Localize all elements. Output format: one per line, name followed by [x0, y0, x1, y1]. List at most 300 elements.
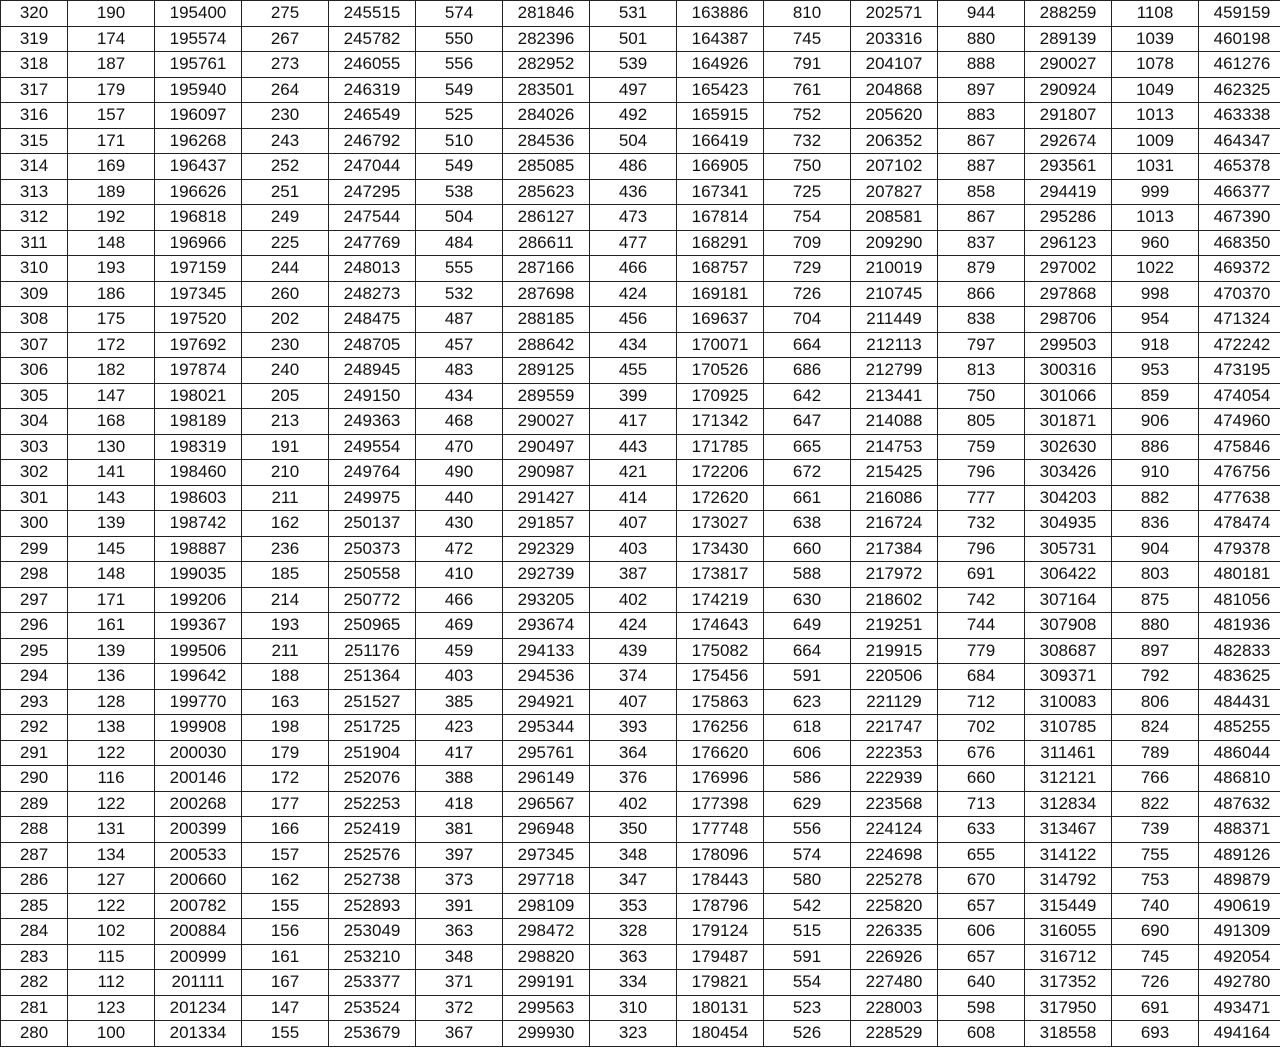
score-cell: 302 — [1, 460, 68, 486]
table-cell: 249975 — [329, 485, 416, 511]
table-cell: 253210 — [329, 944, 416, 970]
table-cell: 128 — [68, 689, 155, 715]
table-cell: 1013 — [1112, 103, 1199, 129]
table-cell: 253524 — [329, 995, 416, 1021]
table-cell: 148 — [68, 230, 155, 256]
table-cell: 886 — [1112, 434, 1199, 460]
score-cell: 294 — [1, 664, 68, 690]
table-cell: 310 — [590, 995, 677, 1021]
table-cell: 623 — [764, 689, 851, 715]
table-cell: 196268 — [155, 128, 242, 154]
table-cell: 199367 — [155, 613, 242, 639]
table-cell: 204868 — [851, 77, 938, 103]
table-cell: 294419 — [1025, 179, 1112, 205]
table-row — [1, 562, 1280, 588]
table-cell: 897 — [1112, 638, 1199, 664]
table-cell: 250772 — [329, 587, 416, 613]
table-cell: 334 — [590, 970, 677, 996]
table-cell: 197692 — [155, 332, 242, 358]
table-cell: 171 — [68, 587, 155, 613]
table-cell: 455 — [590, 358, 677, 384]
table-cell: 171 — [68, 128, 155, 154]
table-cell: 466 — [416, 587, 503, 613]
table-row — [1, 409, 1280, 435]
table-cell: 805 — [938, 409, 1025, 435]
table-cell: 486810 — [1199, 766, 1280, 792]
table-cell: 228529 — [851, 1021, 938, 1047]
table-cell: 209290 — [851, 230, 938, 256]
table-cell: 810 — [764, 1, 851, 27]
table-cell: 488371 — [1199, 817, 1280, 843]
table-cell: 803 — [1112, 562, 1199, 588]
table-cell: 248705 — [329, 332, 416, 358]
table-cell: 766 — [1112, 766, 1199, 792]
table-cell: 248273 — [329, 281, 416, 307]
table-cell: 191 — [242, 434, 329, 460]
score-cell: 289 — [1, 791, 68, 817]
table-cell: 189 — [68, 179, 155, 205]
table-cell: 131 — [68, 817, 155, 843]
table-cell: 407 — [590, 511, 677, 537]
table-cell: 348 — [416, 944, 503, 970]
table-cell: 655 — [938, 842, 1025, 868]
score-cell: 280 — [1, 1021, 68, 1047]
table-cell: 214088 — [851, 409, 938, 435]
table-cell: 305731 — [1025, 536, 1112, 562]
table-cell: 246792 — [329, 128, 416, 154]
table-cell: 461276 — [1199, 52, 1280, 78]
table-cell: 402 — [590, 791, 677, 817]
score-cell: 298 — [1, 562, 68, 588]
table-cell: 713 — [938, 791, 1025, 817]
table-cell: 424 — [590, 281, 677, 307]
table-row — [1, 766, 1280, 792]
table-cell: 954 — [1112, 307, 1199, 333]
score-cell: 313 — [1, 179, 68, 205]
table-cell: 387 — [590, 562, 677, 588]
table-cell: 1022 — [1112, 256, 1199, 282]
table-cell: 190 — [68, 1, 155, 27]
table-cell: 586 — [764, 766, 851, 792]
table-cell: 297345 — [503, 842, 590, 868]
table-cell: 161 — [68, 613, 155, 639]
table-row — [1, 842, 1280, 868]
table-cell: 198021 — [155, 383, 242, 409]
table-cell: 228003 — [851, 995, 938, 1021]
table-cell: 163886 — [677, 1, 764, 27]
table-cell: 251364 — [329, 664, 416, 690]
table-cell: 539 — [590, 52, 677, 78]
table-cell: 167 — [242, 970, 329, 996]
table-cell: 250137 — [329, 511, 416, 537]
table-cell: 549 — [416, 77, 503, 103]
table-cell: 481056 — [1199, 587, 1280, 613]
table-cell: 796 — [938, 536, 1025, 562]
table-cell: 430 — [416, 511, 503, 537]
table-cell: 260 — [242, 281, 329, 307]
table-cell: 295761 — [503, 740, 590, 766]
table-cell: 219251 — [851, 613, 938, 639]
table-cell: 198603 — [155, 485, 242, 511]
table-cell: 202571 — [851, 1, 938, 27]
table-cell: 556 — [416, 52, 503, 78]
table-cell: 307908 — [1025, 613, 1112, 639]
table-cell: 750 — [764, 154, 851, 180]
table-cell: 474054 — [1199, 383, 1280, 409]
table-cell: 164387 — [677, 26, 764, 52]
table-cell: 296123 — [1025, 230, 1112, 256]
table-cell: 676 — [938, 740, 1025, 766]
table-cell: 314792 — [1025, 868, 1112, 894]
score-cell: 295 — [1, 638, 68, 664]
table-row — [1, 77, 1280, 103]
table-cell: 918 — [1112, 332, 1199, 358]
table-cell: 660 — [764, 536, 851, 562]
table-cell: 693 — [1112, 1021, 1199, 1047]
table-cell: 494164 — [1199, 1021, 1280, 1047]
table-cell: 538 — [416, 179, 503, 205]
table-cell: 486 — [590, 154, 677, 180]
table-cell: 267 — [242, 26, 329, 52]
table-cell: 316712 — [1025, 944, 1112, 970]
table-cell: 185 — [242, 562, 329, 588]
table-cell: 301871 — [1025, 409, 1112, 435]
table-cell: 712 — [938, 689, 1025, 715]
score-cell: 288 — [1, 817, 68, 843]
table-cell: 478474 — [1199, 511, 1280, 537]
table-cell: 897 — [938, 77, 1025, 103]
table-cell: 122 — [68, 791, 155, 817]
table-cell: 247544 — [329, 205, 416, 231]
table-cell: 726 — [764, 281, 851, 307]
score-cell: 320 — [1, 1, 68, 27]
table-cell: 1078 — [1112, 52, 1199, 78]
table-cell: 459 — [416, 638, 503, 664]
table-cell: 482833 — [1199, 638, 1280, 664]
table-cell: 858 — [938, 179, 1025, 205]
table-cell: 215425 — [851, 460, 938, 486]
table-cell: 532 — [416, 281, 503, 307]
table-cell: 174643 — [677, 613, 764, 639]
table-cell: 299191 — [503, 970, 590, 996]
score-cell: 299 — [1, 536, 68, 562]
table-cell: 752 — [764, 103, 851, 129]
table-cell: 307164 — [1025, 587, 1112, 613]
table-cell: 660 — [938, 766, 1025, 792]
table-cell: 353 — [590, 893, 677, 919]
table-cell: 141 — [68, 460, 155, 486]
table-cell: 180454 — [677, 1021, 764, 1047]
table-cell: 906 — [1112, 409, 1199, 435]
table-cell: 201111 — [155, 970, 242, 996]
table-cell: 250373 — [329, 536, 416, 562]
table-cell: 744 — [938, 613, 1025, 639]
table-cell: 691 — [938, 562, 1025, 588]
table-cell: 397 — [416, 842, 503, 868]
table-cell: 197345 — [155, 281, 242, 307]
table-cell: 755 — [1112, 842, 1199, 868]
table-cell: 175863 — [677, 689, 764, 715]
table-cell: 618 — [764, 715, 851, 741]
table-cell: 753 — [1112, 868, 1199, 894]
table-cell: 286127 — [503, 205, 590, 231]
table-row — [1, 995, 1280, 1021]
table-cell: 462325 — [1199, 77, 1280, 103]
table-cell: 164926 — [677, 52, 764, 78]
table-cell: 290027 — [503, 409, 590, 435]
table-cell: 179 — [242, 740, 329, 766]
table-cell: 200399 — [155, 817, 242, 843]
score-cell: 305 — [1, 383, 68, 409]
table-cell: 822 — [1112, 791, 1199, 817]
table-cell: 608 — [938, 1021, 1025, 1047]
table-cell: 290027 — [1025, 52, 1112, 78]
table-cell: 761 — [764, 77, 851, 103]
table-row — [1, 307, 1280, 333]
table-cell: 439 — [590, 638, 677, 664]
table-cell: 875 — [1112, 587, 1199, 613]
table-cell: 244 — [242, 256, 329, 282]
score-cell: 306 — [1, 358, 68, 384]
table-cell: 218602 — [851, 587, 938, 613]
table-cell: 197874 — [155, 358, 242, 384]
score-cell: 286 — [1, 868, 68, 894]
table-cell: 196626 — [155, 179, 242, 205]
table-cell: 116 — [68, 766, 155, 792]
table-cell: 198742 — [155, 511, 242, 537]
table-cell: 480181 — [1199, 562, 1280, 588]
table-cell: 556 — [764, 817, 851, 843]
table-cell: 172206 — [677, 460, 764, 486]
score-cell: 297 — [1, 587, 68, 613]
table-cell: 249554 — [329, 434, 416, 460]
score-cell: 296 — [1, 613, 68, 639]
table-cell: 179 — [68, 77, 155, 103]
table-cell: 162 — [242, 868, 329, 894]
score-cell: 304 — [1, 409, 68, 435]
table-cell: 193 — [242, 613, 329, 639]
table-cell: 797 — [938, 332, 1025, 358]
table-cell: 591 — [764, 944, 851, 970]
table-cell: 174 — [68, 26, 155, 52]
table-row — [1, 664, 1280, 690]
table-cell: 606 — [764, 740, 851, 766]
table-cell: 213 — [242, 409, 329, 435]
table-cell: 348 — [590, 842, 677, 868]
table-row — [1, 868, 1280, 894]
table-cell: 459159 — [1199, 1, 1280, 27]
score-cell: 287 — [1, 842, 68, 868]
table-cell: 288259 — [1025, 1, 1112, 27]
table-cell: 880 — [1112, 613, 1199, 639]
table-cell: 640 — [938, 970, 1025, 996]
table-cell: 686 — [764, 358, 851, 384]
table-cell: 169181 — [677, 281, 764, 307]
table-cell: 179487 — [677, 944, 764, 970]
table-cell: 542 — [764, 893, 851, 919]
table-cell: 490 — [416, 460, 503, 486]
table-cell: 248475 — [329, 307, 416, 333]
table-cell: 574 — [764, 842, 851, 868]
table-cell: 470370 — [1199, 281, 1280, 307]
table-cell: 750 — [938, 383, 1025, 409]
table-cell: 350 — [590, 817, 677, 843]
table-cell: 167814 — [677, 205, 764, 231]
table-cell: 293205 — [503, 587, 590, 613]
table-cell: 251904 — [329, 740, 416, 766]
table-cell: 273 — [242, 52, 329, 78]
table-cell: 127 — [68, 868, 155, 894]
table-cell: 295344 — [503, 715, 590, 741]
table-cell: 318558 — [1025, 1021, 1112, 1047]
table-cell: 134 — [68, 842, 155, 868]
table-cell: 217384 — [851, 536, 938, 562]
table-cell: 174219 — [677, 587, 764, 613]
table-cell: 177748 — [677, 817, 764, 843]
table-cell: 684 — [938, 664, 1025, 690]
table-cell: 1009 — [1112, 128, 1199, 154]
table-cell: 199206 — [155, 587, 242, 613]
table-cell: 148 — [68, 562, 155, 588]
table-cell: 443 — [590, 434, 677, 460]
table-cell: 887 — [938, 154, 1025, 180]
table-cell: 421 — [590, 460, 677, 486]
table-cell: 289139 — [1025, 26, 1112, 52]
table-cell: 481936 — [1199, 613, 1280, 639]
table-cell: 139 — [68, 511, 155, 537]
table-row — [1, 205, 1280, 231]
score-cell: 301 — [1, 485, 68, 511]
table-cell: 249764 — [329, 460, 416, 486]
table-cell: 726 — [1112, 970, 1199, 996]
table-cell: 246055 — [329, 52, 416, 78]
table-cell: 225820 — [851, 893, 938, 919]
table-cell: 252253 — [329, 791, 416, 817]
table-row — [1, 715, 1280, 741]
table-row — [1, 154, 1280, 180]
score-cell: 310 — [1, 256, 68, 282]
table-cell: 162 — [242, 511, 329, 537]
table-row — [1, 740, 1280, 766]
table-cell: 492 — [590, 103, 677, 129]
table-cell: 138 — [68, 715, 155, 741]
table-cell: 100 — [68, 1021, 155, 1047]
table-cell: 179821 — [677, 970, 764, 996]
table-cell: 661 — [764, 485, 851, 511]
score-cell: 309 — [1, 281, 68, 307]
table-cell: 434 — [416, 383, 503, 409]
table-cell: 248013 — [329, 256, 416, 282]
table-cell: 296567 — [503, 791, 590, 817]
table-cell: 198189 — [155, 409, 242, 435]
table-cell: 157 — [68, 103, 155, 129]
table-cell: 252076 — [329, 766, 416, 792]
table-cell: 165915 — [677, 103, 764, 129]
table-cell: 198887 — [155, 536, 242, 562]
score-cell: 308 — [1, 307, 68, 333]
table-cell: 115 — [68, 944, 155, 970]
table-cell: 391 — [416, 893, 503, 919]
table-cell: 298820 — [503, 944, 590, 970]
table-cell: 381 — [416, 817, 503, 843]
table-cell: 364 — [590, 740, 677, 766]
table-cell: 1039 — [1112, 26, 1199, 52]
table-cell: 691 — [1112, 995, 1199, 1021]
table-cell: 888 — [938, 52, 1025, 78]
table-row — [1, 103, 1280, 129]
table-cell: 180131 — [677, 995, 764, 1021]
table-cell: 306422 — [1025, 562, 1112, 588]
table-row — [1, 791, 1280, 817]
table-cell: 1013 — [1112, 205, 1199, 231]
table-cell: 288642 — [503, 332, 590, 358]
table-cell: 472242 — [1199, 332, 1280, 358]
table-cell: 139 — [68, 638, 155, 664]
table-cell: 284536 — [503, 128, 590, 154]
table-cell: 470 — [416, 434, 503, 460]
table-cell: 311461 — [1025, 740, 1112, 766]
table-cell: 210019 — [851, 256, 938, 282]
table-cell: 177 — [242, 791, 329, 817]
table-cell: 580 — [764, 868, 851, 894]
table-cell: 176620 — [677, 740, 764, 766]
table-row — [1, 52, 1280, 78]
score-cell: 311 — [1, 230, 68, 256]
table-row — [1, 460, 1280, 486]
table-cell: 275 — [242, 1, 329, 27]
table-row — [1, 1, 1280, 27]
table-cell: 287698 — [503, 281, 590, 307]
table-cell: 483625 — [1199, 664, 1280, 690]
table-cell: 251 — [242, 179, 329, 205]
table-cell: 226335 — [851, 919, 938, 945]
table-cell: 201234 — [155, 995, 242, 1021]
table-cell: 283501 — [503, 77, 590, 103]
table-cell: 205 — [242, 383, 329, 409]
table-cell: 291427 — [503, 485, 590, 511]
table-cell: 1108 — [1112, 1, 1199, 27]
table-row — [1, 536, 1280, 562]
table-cell: 473 — [590, 205, 677, 231]
table-cell: 670 — [938, 868, 1025, 894]
table-cell: 473195 — [1199, 358, 1280, 384]
table-cell: 754 — [764, 205, 851, 231]
table-cell: 649 — [764, 613, 851, 639]
table-cell: 402 — [590, 587, 677, 613]
table-cell: 286611 — [503, 230, 590, 256]
table-cell: 178796 — [677, 893, 764, 919]
table-cell: 316055 — [1025, 919, 1112, 945]
table-cell: 223568 — [851, 791, 938, 817]
table-cell: 216724 — [851, 511, 938, 537]
table-cell: 407 — [590, 689, 677, 715]
table-cell: 289125 — [503, 358, 590, 384]
table-cell: 186 — [68, 281, 155, 307]
table-cell: 296149 — [503, 766, 590, 792]
table-cell: 791 — [764, 52, 851, 78]
table-cell: 200268 — [155, 791, 242, 817]
table-cell: 297868 — [1025, 281, 1112, 307]
table-cell: 672 — [764, 460, 851, 486]
table-cell: 304935 — [1025, 511, 1112, 537]
table-cell: 227480 — [851, 970, 938, 996]
table-cell: 214 — [242, 587, 329, 613]
table-cell: 417 — [416, 740, 503, 766]
table-cell: 170071 — [677, 332, 764, 358]
table-cell: 224698 — [851, 842, 938, 868]
table-cell: 729 — [764, 256, 851, 282]
table-cell: 904 — [1112, 536, 1199, 562]
